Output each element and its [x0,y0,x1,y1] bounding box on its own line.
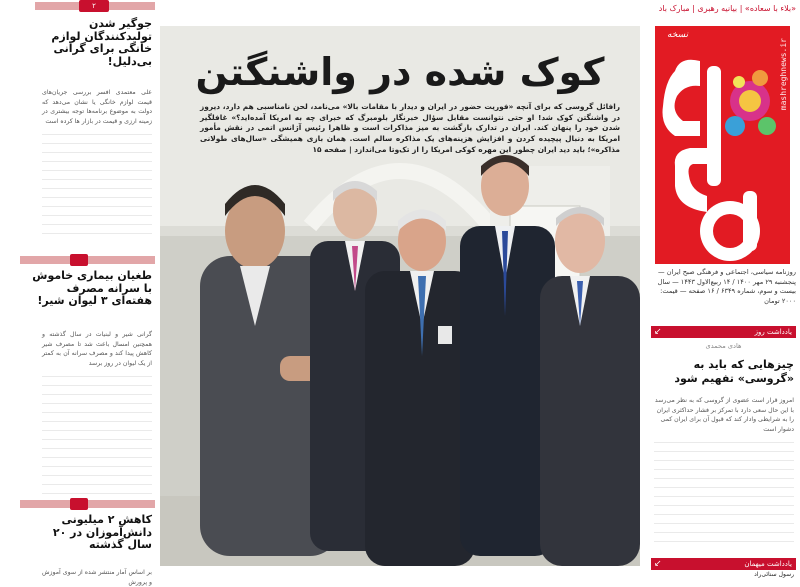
left-story-1-text: علی معتمدی افسر بررسی جریان‌های قیمت لوازم خانگی یا نشان می‌دهد که دولت به موضوع برنامه‌ها توجه بیشتری در زمینه ارزی و قیمت در بازار ها کرده است [42,89,152,125]
editorial-headline[interactable]: چیزهایی که باید به «گروسی» تفهیم شود [674,358,794,386]
left-story-1-headline[interactable]: جوگیر شدن تولیدکنندگان لوازم خانگی برای گرانی بی‌دلیل! [51,17,152,68]
section-bar-guest[interactable] [651,558,796,570]
section-divider [35,2,155,10]
section-divider [20,500,155,508]
section-bar-editorial[interactable] [651,326,796,338]
masthead-logo-block [655,26,790,264]
left-column [0,0,158,586]
javan-logo [655,26,790,264]
main-headline[interactable]: کوک شده در واشنگتن [195,50,605,94]
masthead-meta: روزنامه سیاسی، اجتماعی و فرهنگی صبح ایران — پنجشنبه ۲۹ مهر ۱۴۰۰ / ۱۴ ربیع‌الاول ۱۴۴۳ — سال بیست و سوم، شماره ۶۳۴۹ / ۱۶ صفحه — قیمت: ۲۰۰۰ تومان [657,268,796,305]
site-watermark: mashreghnews.ir [779,38,788,111]
guest-author: رسول سنائی‌راد [754,571,794,578]
guest-section-label: یادداشت میهمان [744,560,792,568]
page-number-badge: ۲ [79,0,109,12]
left-story-2-headline[interactable]: طغیان بیماری خاموش با سرانه مصرف هفته‌ای ۳ لیوان شیر! [32,269,152,308]
right-column [645,0,800,580]
left-story-3-headline[interactable]: کاهش ۲ میلیونی دانش‌آموزان در ۲۰ سال گذشته [52,513,152,552]
section-label: یادداشت روز [754,328,792,336]
masthead-tag: نسخه [667,30,689,40]
editorial-body [654,396,794,542]
left-story-1-body [42,88,152,234]
lead-paragraph: رافائل گروسی که برای آنچه «فوریت حضور در ایران و دیدار با مقامات بالا» می‌نامد، لحن نامناسبی هم دارد، دیروز در واشنگتن کوک شد! او حتی نتوانست مقابل سؤال خبرنگار بلومبرگ که خبرای چه به امریکا آمده‌اید؟» غافلگیر شدن خود را پنهان کند. ایران در تدارک بازگشت به میز مذاکرات است و ظاهرا رئیس آژانس اتمی در نقش مأمور امریکا به دنبال پیچیده کردن و افزایش هزینه‌های یک مذاکره سالم است. همان بازی همیشگی «سال‌های طولانی مذاکره»؛ باید دید ایران چطور این مهره کوکی امریکا را از تک‌و‌تا می‌اندازد | صفحه ۱۵ [200,102,620,154]
left-story-3-body: بر اساس آمار منتشر شده از سوی آموزش و پرورش [42,569,152,586]
arrow-icon: ↙ [654,559,662,569]
section-divider [20,256,155,264]
left-story-2-body [42,330,152,503]
editorial-text: امروز قرار است عضوی از گروسی که به نظر می‌رسد با این حال سعی دارد با تمرکز بر فشار حداکثری ایران را به شرایطی وادار کند که قبول آن برای ایران کمی دشوار است [654,397,794,433]
arrow-icon: ↙ [654,327,662,337]
left-story-2-text: گرانی شیر و لبنیات در سال گذشته و همچنین امسال باعث شد تا مصرف شیر کاهش پیدا کند و مصرف سرانه آن به کمتر از یک لیوان در روز برسد [42,331,152,367]
editorial-author: هادی محمدی [705,342,742,350]
masthead-topline[interactable]: «بلاء با سعاده» | بیانیه رهبری | مبارک باد [658,4,796,13]
